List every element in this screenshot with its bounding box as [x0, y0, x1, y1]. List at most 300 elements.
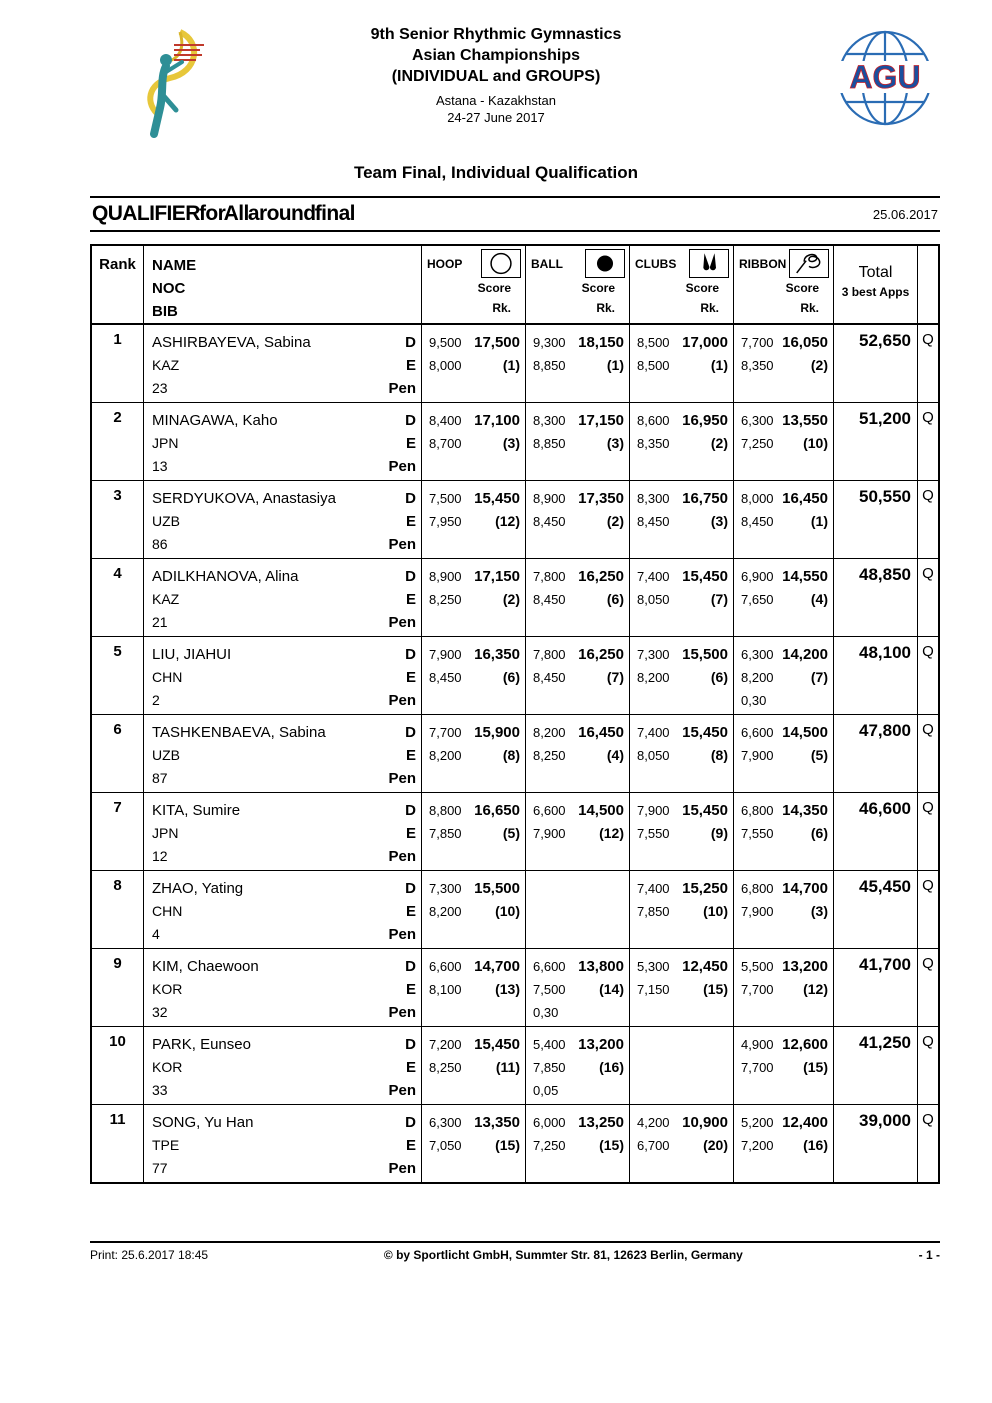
- d-value: 8,600: [637, 413, 670, 428]
- e-value: 7,950: [429, 514, 462, 529]
- d-value: 8,900: [533, 491, 566, 506]
- apparatus-score: 13,550: [782, 412, 828, 429]
- athlete-name: ZHAO, Yating: [152, 880, 244, 897]
- athlete-cell: [144, 403, 422, 480]
- rank-value: 5: [92, 637, 144, 714]
- apparatus-cell-clubs: [630, 949, 734, 1026]
- apparatus-cell-ball: [526, 1105, 630, 1182]
- section-title: QUALIFIER for All around final: [92, 202, 355, 225]
- athlete-name: ASHIRBAYEVA, Sabina: [152, 334, 311, 351]
- apparatus-rank: (10): [803, 435, 828, 451]
- d-value: 4,900: [741, 1037, 774, 1052]
- d-value: 7,400: [637, 881, 670, 896]
- d-value: 9,500: [429, 335, 462, 350]
- d-value: 6,800: [741, 803, 774, 818]
- apparatus-score: 13,350: [474, 1114, 520, 1131]
- apparatus-cell-clubs: [630, 403, 734, 480]
- e-value: 8,200: [637, 670, 670, 685]
- apparatus-rank: (1): [810, 513, 828, 529]
- apparatus-rank: (11): [495, 1059, 520, 1075]
- athlete-noc: KOR: [152, 1059, 183, 1075]
- row-label-d: D: [405, 958, 416, 975]
- apparatus-rank: (2): [810, 357, 828, 373]
- rank-value: 9: [92, 949, 144, 1026]
- ball-icon: [585, 249, 625, 278]
- clubs-label: CLUBS: [635, 256, 677, 271]
- svg-text:AGU: AGU: [849, 59, 921, 95]
- apparatus-score: 14,700: [782, 880, 828, 897]
- rank-label: Rk.: [492, 301, 511, 315]
- row-label-d: D: [405, 1114, 416, 1131]
- apparatus-rank: (15): [599, 1137, 624, 1153]
- e-value: 8,350: [741, 358, 774, 373]
- athlete-cell: [144, 1027, 422, 1104]
- row-label-d: D: [405, 568, 416, 585]
- e-value: 8,200: [429, 904, 462, 919]
- row-label-d: D: [405, 1036, 416, 1053]
- row-label-e: E: [405, 1137, 416, 1154]
- athlete-name: SERDYUKOVA, Anastasiya: [152, 490, 336, 507]
- ball-label: BALL: [531, 256, 563, 271]
- pen-value: 0,30: [741, 693, 767, 708]
- e-value: 7,250: [533, 1138, 566, 1153]
- apparatus-score: 14,500: [578, 802, 624, 819]
- hoop-icon: [481, 249, 521, 278]
- apparatus-cell-ribbon: [734, 325, 834, 402]
- apparatus-score: 15,900: [474, 724, 520, 741]
- apparatus-score: 16,950: [682, 412, 728, 429]
- rank-value: 11: [92, 1105, 144, 1182]
- total-score: 47,800: [834, 715, 918, 792]
- row-label-d: D: [405, 880, 416, 897]
- e-value: 7,850: [637, 904, 670, 919]
- apparatus-rank: (4): [606, 747, 624, 763]
- apparatus-score: 16,750: [682, 490, 728, 507]
- qualified-flag: Q: [922, 487, 934, 504]
- apparatus-cell-ball: [526, 481, 630, 558]
- table-row: [92, 1027, 938, 1105]
- col-header-total: [834, 246, 918, 323]
- table-row: [92, 871, 938, 949]
- athlete-bib: 13: [152, 458, 168, 474]
- apparatus-cell-ribbon: [734, 1105, 834, 1182]
- e-value: 7,250: [741, 436, 774, 451]
- apparatus-score: 16,450: [782, 490, 828, 507]
- qualified-flag: Q: [922, 565, 934, 582]
- e-value: 7,200: [741, 1138, 774, 1153]
- apparatus-rank: (6): [810, 825, 828, 841]
- apparatus-rank: (12): [495, 513, 520, 529]
- row-label-e: E: [405, 513, 416, 530]
- e-value: 8,000: [429, 358, 462, 373]
- apparatus-score: 17,150: [474, 568, 520, 585]
- row-label-pen: Pen: [388, 1004, 416, 1021]
- d-value: 8,500: [637, 335, 670, 350]
- event-dates: 24-27 June 2017: [447, 110, 545, 125]
- rank-value: 1: [92, 325, 144, 402]
- qualified-flag: Q: [922, 331, 934, 348]
- apparatus-score: 15,450: [682, 802, 728, 819]
- table-row: [92, 403, 938, 481]
- d-value: 8,900: [429, 569, 462, 584]
- athlete-noc: CHN: [152, 903, 183, 919]
- apparatus-cell-hoop: [422, 1105, 526, 1182]
- athlete-name: PARK, Eunseo: [152, 1036, 251, 1053]
- rank-value: 4: [92, 559, 144, 636]
- row-label-pen: Pen: [388, 848, 416, 865]
- apparatus-cell-hoop: [422, 325, 526, 402]
- e-value: 8,500: [637, 358, 670, 373]
- e-value: 8,450: [533, 592, 566, 607]
- apparatus-rank: (16): [803, 1137, 828, 1153]
- row-label-pen: Pen: [388, 536, 416, 553]
- col-header-name-label: NAME: [152, 257, 197, 274]
- apparatus-cell-clubs: [630, 637, 734, 714]
- total-score: 48,100: [834, 637, 918, 714]
- d-value: 9,300: [533, 335, 566, 350]
- e-value: 7,550: [637, 826, 670, 841]
- athlete-cell: [144, 793, 422, 870]
- d-value: 6,300: [741, 647, 774, 662]
- e-value: 8,050: [637, 592, 670, 607]
- row-label-e: E: [405, 903, 416, 920]
- apparatus-rank: (10): [703, 903, 728, 919]
- row-label-pen: Pen: [388, 692, 416, 709]
- rank-label: Rk.: [596, 301, 615, 315]
- athlete-bib: 87: [152, 770, 168, 786]
- athlete-noc: KAZ: [152, 591, 180, 607]
- apparatus-rank: (12): [599, 825, 624, 841]
- apparatus-score: 13,250: [578, 1114, 624, 1131]
- e-value: 7,850: [533, 1060, 566, 1075]
- d-value: 7,400: [637, 569, 670, 584]
- d-value: 7,300: [637, 647, 670, 662]
- ribbon-icon: [789, 249, 829, 278]
- d-value: 6,600: [533, 959, 566, 974]
- rank-label: Rk.: [700, 301, 719, 315]
- apparatus-rank: (6): [710, 669, 728, 685]
- apparatus-rank: (16): [599, 1059, 624, 1075]
- apparatus-cell-clubs: [630, 559, 734, 636]
- athlete-bib: 77: [152, 1160, 168, 1176]
- apparatus-cell-clubs: [630, 715, 734, 792]
- apparatus-score: 12,400: [782, 1114, 828, 1131]
- apparatus-score: 14,350: [782, 802, 828, 819]
- qualified-flag: Q: [922, 1033, 934, 1050]
- athlete-bib: 33: [152, 1082, 168, 1098]
- col-header-noc-label: NOC: [152, 280, 186, 297]
- apparatus-score: 17,350: [578, 490, 624, 507]
- apparatus-score: 15,500: [474, 880, 520, 897]
- apparatus-cell-ribbon: [734, 715, 834, 792]
- col-header-bib-label: BIB: [152, 303, 178, 320]
- d-value: 6,600: [533, 803, 566, 818]
- apparatus-rank: (5): [502, 825, 520, 841]
- total-score: 45,450: [834, 871, 918, 948]
- table-row: [92, 1105, 938, 1182]
- athlete-name: TASHKENBAEVA, Sabina: [152, 724, 326, 741]
- d-value: 5,300: [637, 959, 670, 974]
- apparatus-rank: (15): [803, 1059, 828, 1075]
- athlete-bib: 2: [152, 692, 160, 708]
- apparatus-cell-clubs: [630, 793, 734, 870]
- apparatus-cell-ball: [526, 871, 630, 948]
- e-value: 8,100: [429, 982, 462, 997]
- qualified-flag: Q: [922, 799, 934, 816]
- athlete-cell: [144, 325, 422, 402]
- apparatus-cell-hoop: [422, 403, 526, 480]
- apparatus-cell-ribbon: [734, 559, 834, 636]
- apparatus-rank: (7): [710, 591, 728, 607]
- apparatus-cell-ribbon: [734, 1027, 834, 1104]
- apparatus-rank: (15): [495, 1137, 520, 1153]
- rank-label: Rk.: [800, 301, 819, 315]
- apparatus-rank: (6): [502, 669, 520, 685]
- d-value: 6,300: [741, 413, 774, 428]
- row-label-e: E: [405, 1059, 416, 1076]
- document-header: [246, 24, 746, 126]
- apparatus-cell-ball: [526, 637, 630, 714]
- section-band: [90, 196, 940, 232]
- row-label-e: E: [405, 981, 416, 998]
- d-value: 7,700: [429, 725, 462, 740]
- row-label-d: D: [405, 724, 416, 741]
- athlete-noc: JPN: [152, 825, 179, 841]
- apparatus-rank: (6): [606, 591, 624, 607]
- row-label-pen: Pen: [388, 926, 416, 943]
- total-score: 50,550: [834, 481, 918, 558]
- score-label: Score: [581, 281, 615, 295]
- table-row: [92, 793, 938, 871]
- event-logo: [122, 16, 222, 148]
- rank-value: 6: [92, 715, 144, 792]
- gymnast-ribbon-icon: [122, 16, 222, 148]
- hoop-label: HOOP: [427, 256, 463, 271]
- apparatus-cell-ball: [526, 325, 630, 402]
- e-value: 7,700: [741, 982, 774, 997]
- apparatus-score: 15,450: [474, 490, 520, 507]
- d-value: 7,900: [429, 647, 462, 662]
- total-score: 46,600: [834, 793, 918, 870]
- table-row: [92, 559, 938, 637]
- d-value: 5,200: [741, 1115, 774, 1130]
- d-value: 8,800: [429, 803, 462, 818]
- e-value: 8,250: [429, 592, 462, 607]
- col-header-clubs: [630, 246, 734, 323]
- athlete-noc: JPN: [152, 435, 179, 451]
- athlete-bib: 12: [152, 848, 168, 864]
- athlete-cell: [144, 559, 422, 636]
- apparatus-score: 14,500: [782, 724, 828, 741]
- athlete-noc: UZB: [152, 747, 180, 763]
- total-score: 48,850: [834, 559, 918, 636]
- apparatus-rank: (12): [803, 981, 828, 997]
- apparatus-cell-ball: [526, 793, 630, 870]
- event-title-line1: 9th Senior Rhythmic Gymnastics: [370, 26, 622, 43]
- col-header-rank: Rank: [92, 246, 144, 323]
- col-header-hoop: [422, 246, 526, 323]
- row-label-d: D: [405, 334, 416, 351]
- table-row: [92, 481, 938, 559]
- d-value: 7,800: [533, 569, 566, 584]
- col-header-ribbon: [734, 246, 834, 323]
- apparatus-cell-ball: [526, 715, 630, 792]
- d-value: 6,000: [533, 1115, 566, 1130]
- d-value: 5,500: [741, 959, 774, 974]
- apparatus-cell-ribbon: [734, 871, 834, 948]
- apparatus-score: 13,200: [782, 958, 828, 975]
- table-body: [92, 325, 938, 1182]
- apparatus-cell-hoop: [422, 715, 526, 792]
- d-value: 7,200: [429, 1037, 462, 1052]
- score-label: Score: [685, 281, 719, 295]
- e-value: 8,450: [533, 670, 566, 685]
- qualified-flag: Q: [922, 721, 934, 738]
- row-label-e: E: [405, 357, 416, 374]
- athlete-noc: KAZ: [152, 357, 180, 373]
- apparatus-cell-ball: [526, 949, 630, 1026]
- d-value: 7,700: [741, 335, 774, 350]
- apparatus-rank: (15): [703, 981, 728, 997]
- athlete-cell: [144, 1105, 422, 1182]
- apparatus-cell-clubs: [630, 481, 734, 558]
- apparatus-score: 15,500: [682, 646, 728, 663]
- apparatus-score: 16,250: [578, 646, 624, 663]
- qualified-flag: Q: [922, 1111, 934, 1128]
- apparatus-cell-hoop: [422, 1027, 526, 1104]
- clubs-icon: [689, 249, 729, 278]
- apparatus-rank: (2): [606, 513, 624, 529]
- d-value: 8,300: [533, 413, 566, 428]
- row-label-d: D: [405, 646, 416, 663]
- page-footer: [90, 1241, 940, 1262]
- apparatus-cell-ball: [526, 403, 630, 480]
- apparatus-score: 17,000: [682, 334, 728, 351]
- d-value: 6,800: [741, 881, 774, 896]
- athlete-name: SONG, Yu Han: [152, 1114, 254, 1131]
- apparatus-cell-ribbon: [734, 403, 834, 480]
- athlete-noc: UZB: [152, 513, 180, 529]
- apparatus-rank: (14): [599, 981, 624, 997]
- d-value: 8,300: [637, 491, 670, 506]
- row-label-d: D: [405, 802, 416, 819]
- apparatus-cell-ball: [526, 559, 630, 636]
- e-value: 7,150: [637, 982, 670, 997]
- apparatus-score: 12,450: [682, 958, 728, 975]
- event-title-line3: (INDIVIDUAL and GROUPS): [391, 68, 601, 85]
- apparatus-score: 12,600: [782, 1036, 828, 1053]
- apparatus-cell-clubs: [630, 325, 734, 402]
- rank-value: 3: [92, 481, 144, 558]
- apparatus-cell-ribbon: [734, 637, 834, 714]
- apparatus-rank: (13): [495, 981, 520, 997]
- table-header: [92, 246, 938, 325]
- apparatus-rank: (1): [710, 357, 728, 373]
- apparatus-rank: (3): [710, 513, 728, 529]
- qualified-flag: Q: [922, 877, 934, 894]
- athlete-cell: [144, 715, 422, 792]
- athlete-bib: 4: [152, 926, 160, 942]
- row-label-pen: Pen: [388, 380, 416, 397]
- e-value: 8,050: [637, 748, 670, 763]
- apparatus-rank: (1): [502, 357, 520, 373]
- page-title: Team Final, Individual Qualification: [353, 163, 638, 182]
- score-label: Score: [477, 281, 511, 295]
- athlete-bib: 32: [152, 1004, 168, 1020]
- total-score: 52,650: [834, 325, 918, 402]
- athlete-bib: 21: [152, 614, 168, 630]
- apparatus-score: 16,250: [578, 568, 624, 585]
- apparatus-cell-hoop: [422, 559, 526, 636]
- row-label-pen: Pen: [388, 614, 416, 631]
- e-value: 6,700: [637, 1138, 670, 1153]
- e-value: 8,700: [429, 436, 462, 451]
- athlete-cell: [144, 949, 422, 1026]
- print-timestamp: Print: 25.6.2017 18:45: [90, 1248, 209, 1262]
- apparatus-rank: (1): [606, 357, 624, 373]
- apparatus-score: 16,350: [474, 646, 520, 663]
- d-value: 8,400: [429, 413, 462, 428]
- pen-value: 0,30: [533, 1005, 559, 1020]
- apparatus-rank: (3): [606, 435, 624, 451]
- apparatus-score: 17,100: [474, 412, 520, 429]
- col-header-ball: [526, 246, 630, 323]
- event-location: Astana - Kazakhstan: [436, 93, 556, 108]
- copyright-text: © by Sportlicht GmbH, Summter Str. 81, 12623 Berlin, Germany: [383, 1248, 743, 1262]
- d-value: 7,500: [429, 491, 462, 506]
- apparatus-score: 15,250: [682, 880, 728, 897]
- row-label-e: E: [405, 435, 416, 452]
- row-label-e: E: [405, 591, 416, 608]
- athlete-noc: CHN: [152, 669, 183, 685]
- apparatus-cell-ribbon: [734, 793, 834, 870]
- d-value: 4,200: [637, 1115, 670, 1130]
- e-value: 8,450: [741, 514, 774, 529]
- d-value: 8,000: [741, 491, 774, 506]
- table-row: [92, 715, 938, 793]
- athlete-bib: 23: [152, 380, 168, 396]
- athlete-noc: TPE: [152, 1137, 180, 1153]
- e-value: 8,250: [429, 1060, 462, 1075]
- e-value: 7,850: [429, 826, 462, 841]
- athlete-name: KITA, Sumire: [152, 802, 241, 819]
- apparatus-score: 14,550: [782, 568, 828, 585]
- page-number: - 1 -: [918, 1248, 940, 1262]
- e-value: 8,850: [533, 358, 566, 373]
- agu-globe-icon: [826, 28, 944, 128]
- e-value: 8,250: [533, 748, 566, 763]
- athlete-name: MINAGAWA, Kaho: [152, 412, 278, 429]
- total-score: 41,250: [834, 1027, 918, 1104]
- apparatus-cell-ball: [526, 1027, 630, 1104]
- apparatus-cell-hoop: [422, 871, 526, 948]
- apparatus-rank: (9): [710, 825, 728, 841]
- col-header-name: [144, 246, 422, 323]
- athlete-cell: [144, 481, 422, 558]
- apparatus-cell-hoop: [422, 949, 526, 1026]
- e-value: 7,900: [533, 826, 566, 841]
- apparatus-cell-ribbon: [734, 949, 834, 1026]
- athlete-name: KIM, Chaewoon: [152, 958, 259, 975]
- apparatus-score: 13,800: [578, 958, 624, 975]
- table-row: [92, 325, 938, 403]
- apparatus-score: 13,200: [578, 1036, 624, 1053]
- e-value: 7,050: [429, 1138, 462, 1153]
- apparatus-rank: (3): [810, 903, 828, 919]
- content-area: [90, 196, 940, 1184]
- e-value: 7,500: [533, 982, 566, 997]
- apparatus-score: 18,150: [578, 334, 624, 351]
